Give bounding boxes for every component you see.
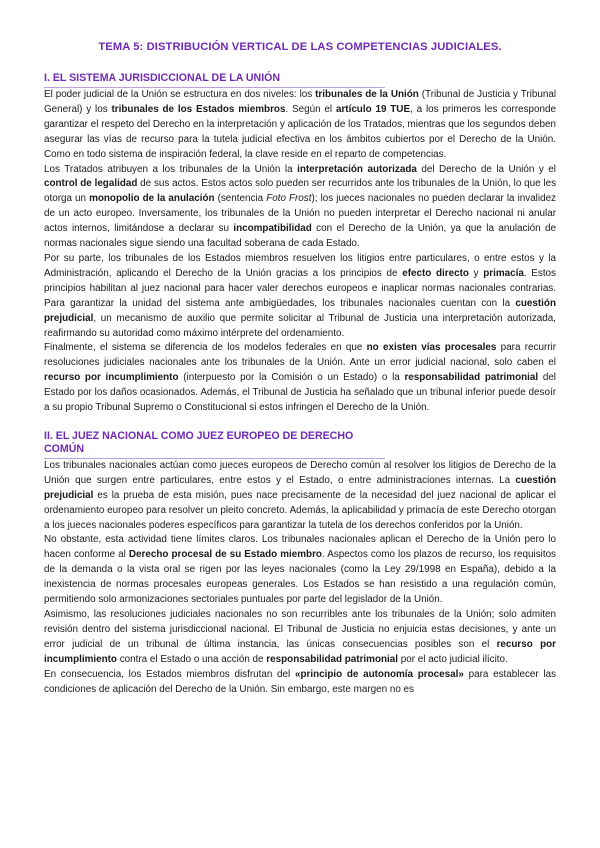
bold-term: incompatibilidad [233, 223, 312, 235]
document-title: TEMA 5: DISTRIBUCIÓN VERTICAL DE LAS COMPETENCIAS JUDICIALES. [98, 41, 502, 53]
bold-term: efecto directo [402, 267, 469, 279]
paragraph: El poder judicial de la Unión se estructura en dos niveles: los tribunales de la Unión (Tribunal de Justicia y Tribunal General) y los tribunales de los Estados miembros. Según el artículo 19 TUE, a los primeros les corresponde garantizar el respeto del Derecho en la interpretación y aplicación de los Tratados, mientras que los segundos deben asegurar las vías de recurso para la tutela judicial efectiva en los ámbitos cubiertos por el Derecho de la Unión. Como en todo sistema de inspiración federal, la clave reside en el reparto de competencias. [44, 89, 557, 160]
bold-term: recurso por incumplimiento [44, 638, 556, 665]
paragraph: En consecuencia, los Estados miembros disfrutan del «principio de autonomía procesal» para establecer las condiciones de aplicación del Derecho de la Unión. Sin embargo, este margen no es [44, 668, 557, 695]
bold-term: cuestión prejudicial [44, 297, 556, 324]
paragraph: No obstante, esta actividad tiene límites claros. Los tribunales nacionales aplican el Derecho de la Unión pero lo hacen conforme al Derecho procesal de su Estado miembro. Aspectos como los plazos de recurso, los requisitos de la demanda o la vista oral se rigen por las leyes nacionales (como la Ley 29/1998 en España), debido a la inexistencia de normas procesales europeas generales. Los Estados se han resistido a una regulación común, permitiendo solo armonizaciones sectoriales puntuales por parte del legislador de la Unión. [44, 534, 556, 606]
bold-term: recurso por incumplimiento [44, 372, 179, 384]
paragraph: Por su parte, los tribunales de los Estados miembros resuelven los litigios entre particulares, o entre estos y la Administración, aplicando el Derecho de la Unión gracias a los principios de efecto directo y primacía. Estos principios habilitan al juez nacional para hacer valer derechos europeos e inaplicar normas nacionales contrarias. Para garantizar la unidad del sistema ante ambigüedades, los tribunales nacionales cuentan con la cuestión prejudicial, un mecanismo de auxilio que permite solicitar al Tribunal de Justicia una interpretación autorizada, reafirmando su autoridad como máximo intérprete del ordenamiento. [44, 252, 556, 339]
italic-term: Foto Frost [266, 193, 312, 205]
bold-term: control de legalidad [44, 178, 138, 190]
bold-term: tribunales de los Estados miembros [111, 103, 286, 115]
paragraph: Finalmente, el sistema se diferencia de los modelos federales en que no existen vías procesales para recurrir resoluciones judiciales nacionales ante los tribunales de la Unión. Ante un error judicial nacional, solo caben el recurso por incumplimiento (interpuesto por la Comisión o un Estado) o la responsabilidad patrimonial del Estado por los daños ocasionados. Además, el Tribunal de Justicia ha señalado que un tribunal inferior puede desoír a su propio Tribunal Supremo o Constitucional si estos infringen el Derecho de la Unión. [44, 342, 557, 414]
bold-term: interpretación autorizada [297, 163, 417, 175]
bold-term: responsabilidad patrimonial [266, 653, 398, 665]
bold-term: responsabilidad patrimonial [404, 372, 539, 384]
section-heading-2: II. EL JUEZ NACIONAL COMO JUEZ EUROPEO DE DERECHO COMÚN [44, 430, 385, 459]
bold-term: Derecho procesal de su Estado miembro [128, 549, 322, 561]
paragraph: Asimismo, las resoluciones judiciales nacionales no son recurribles ante los tribunales de la Unión; solo admiten revisión dentro del sistema jurisdiccional nacional. El Tribunal de Justicia no enjuicia estas decisiones, y ante un error judicial de un tribunal de última instancia, las únicas consecuencias posibles son el recurso por incumplimiento contra el Estado o una acción de responsabilidad patrimonial por el acto judicial ilícito. [44, 609, 556, 665]
paragraph: Los tribunales nacionales actúan como jueces europeos de Derecho común al resolver los litigios de Derecho de la Unión que surgen entre particulares, entre estos y el Estado, o entre administraciones internas. La cuestión prejudicial es la prueba de esta misión, pues nace precisamente de la necesidad del juez nacional de aplicar el ordenamiento europeo para resolver un pleito concreto. Además, la aplicabilidad y primacía de este Derecho otorgan a los jueces nacionales poderes específicos para garantizar la tutela de los derechos conferidos por la Unión. [44, 459, 556, 531]
bold-term: primacía [483, 267, 524, 279]
bold-term: «principio de autonomía procesal» [294, 668, 464, 680]
bold-term: cuestión prejudicial [44, 474, 556, 501]
bold-term: no existen vías procesales [366, 342, 497, 354]
bold-term: artículo 19 TUE [335, 103, 411, 115]
bold-term: monopolio de la anulación [89, 193, 215, 205]
bold-term: tribunales de la Unión [315, 89, 419, 100]
section-heading-1: I. EL SISTEMA JURISDICCIONAL DE LA UNIÓN [44, 72, 385, 88]
paragraph: Los Tratados atribuyen a los tribunales de la Unión la interpretación autorizada del Derecho de la Unión y el control de legalidad de sus actos. Estos actos solo pueden ser recurridos ante los tribunales de la Unión, lo que les otorga un monopolio de la anulación (sentencia Foto Frost); los jueces nacionales no pueden declarar la invalidez de un acto europeo. Inversamente, los tribunales de la Unión no pueden interpretar el Derecho nacional ni anular actos internos, limitándose a declarar su incompatibilidad con el Derecho de la Unión, ya que la anulación de normas nacionales sigue siendo una facultad soberana de cada Estado. [44, 163, 557, 250]
